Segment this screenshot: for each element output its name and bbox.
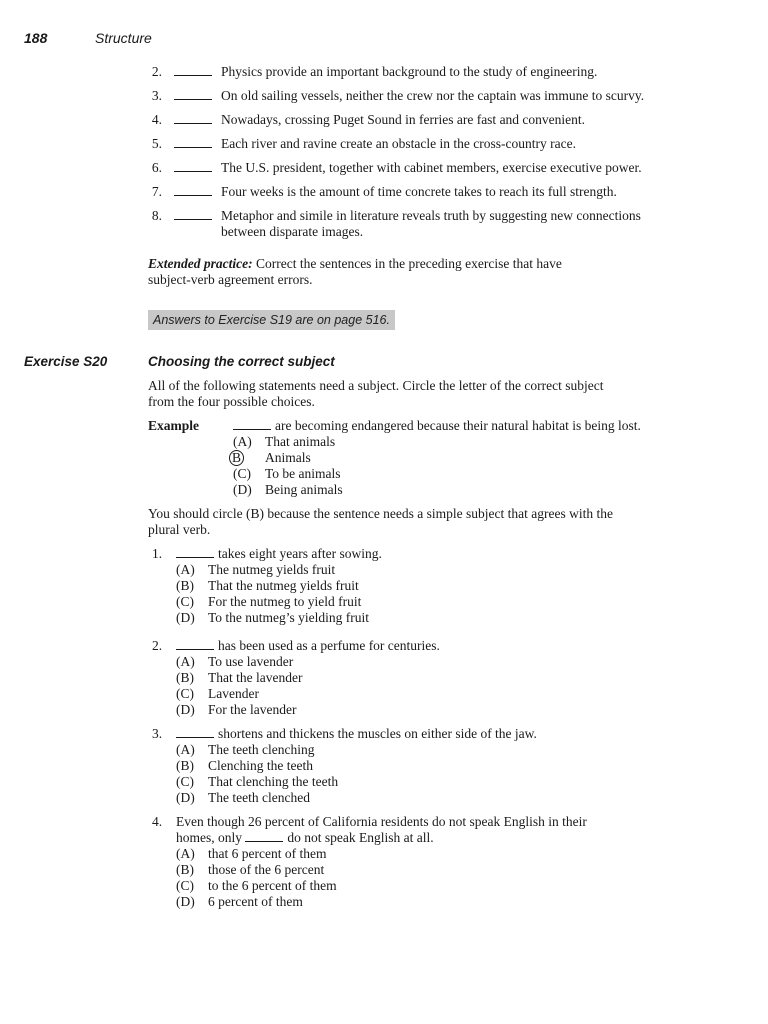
- answer-blank: [174, 112, 216, 128]
- example-option-b: B Animals: [233, 450, 311, 466]
- page-number: 188: [24, 30, 48, 46]
- option-d: (D) 6 percent of them: [176, 894, 303, 909]
- extended-practice: Extended practice: Correct the sentences in the preceding exercise that have: [148, 256, 562, 271]
- option-b: (B) those of the 6 percent: [176, 862, 325, 877]
- extended-practice-line2: subject-verb agreement errors.: [148, 272, 313, 287]
- option-a: (A) To use lavender: [176, 654, 294, 669]
- exercise-label: Exercise S20: [24, 354, 108, 369]
- option-c: (C) That clenching the teeth: [176, 774, 339, 789]
- answers-note: Answers to Exercise S19 are on page 516.: [148, 310, 395, 330]
- option-d: (D) To the nutmeg’s yielding fruit: [176, 610, 370, 625]
- example-stem: are becoming endangered because their natural habitat is being lost.: [233, 418, 641, 434]
- example-option-c: (C) To be animals: [233, 466, 341, 481]
- option-c: (C) to the 6 percent of them: [176, 878, 337, 893]
- answer-blank: [174, 160, 216, 176]
- answer-blank: [174, 88, 216, 104]
- answer-blank: [174, 64, 216, 80]
- option-c: (C) Lavender: [176, 686, 259, 701]
- answer-blank: [174, 184, 216, 200]
- option-b: (B) That the nutmeg yields fruit: [176, 578, 359, 593]
- option-d: (D) For the lavender: [176, 702, 297, 717]
- option-c: (C) For the nutmeg to yield fruit: [176, 594, 362, 609]
- option-a: (A) The teeth clenching: [176, 742, 315, 757]
- explanation: You should circle (B) because the sentence needs a simple subject that agrees with the: [148, 506, 613, 521]
- option-b: (B) That the lavender: [176, 670, 303, 685]
- example-label: Example: [148, 418, 200, 433]
- instructions-line2: from the four possible choices.: [148, 394, 315, 409]
- option-a: (A) that 6 percent of them: [176, 846, 327, 861]
- example-option-d: (D) Being animals: [233, 482, 343, 497]
- extended-practice-label: Extended practice:: [148, 256, 253, 271]
- option-b: (B) Clenching the teeth: [176, 758, 313, 773]
- exercise-title: Choosing the correct subject: [148, 354, 335, 369]
- example-option-a: (A) That animals: [233, 434, 336, 449]
- circled-answer: B: [229, 450, 244, 466]
- answer-blank: [174, 208, 216, 224]
- explanation-line2: plural verb.: [148, 522, 211, 537]
- option-a: (A) The nutmeg yields fruit: [176, 562, 336, 577]
- instructions: All of the following statements need a subject. Circle the letter of the correct subject: [148, 378, 604, 393]
- option-d: (D) The teeth clenched: [176, 790, 310, 805]
- running-head: Structure: [95, 30, 152, 46]
- answer-blank: [174, 136, 216, 152]
